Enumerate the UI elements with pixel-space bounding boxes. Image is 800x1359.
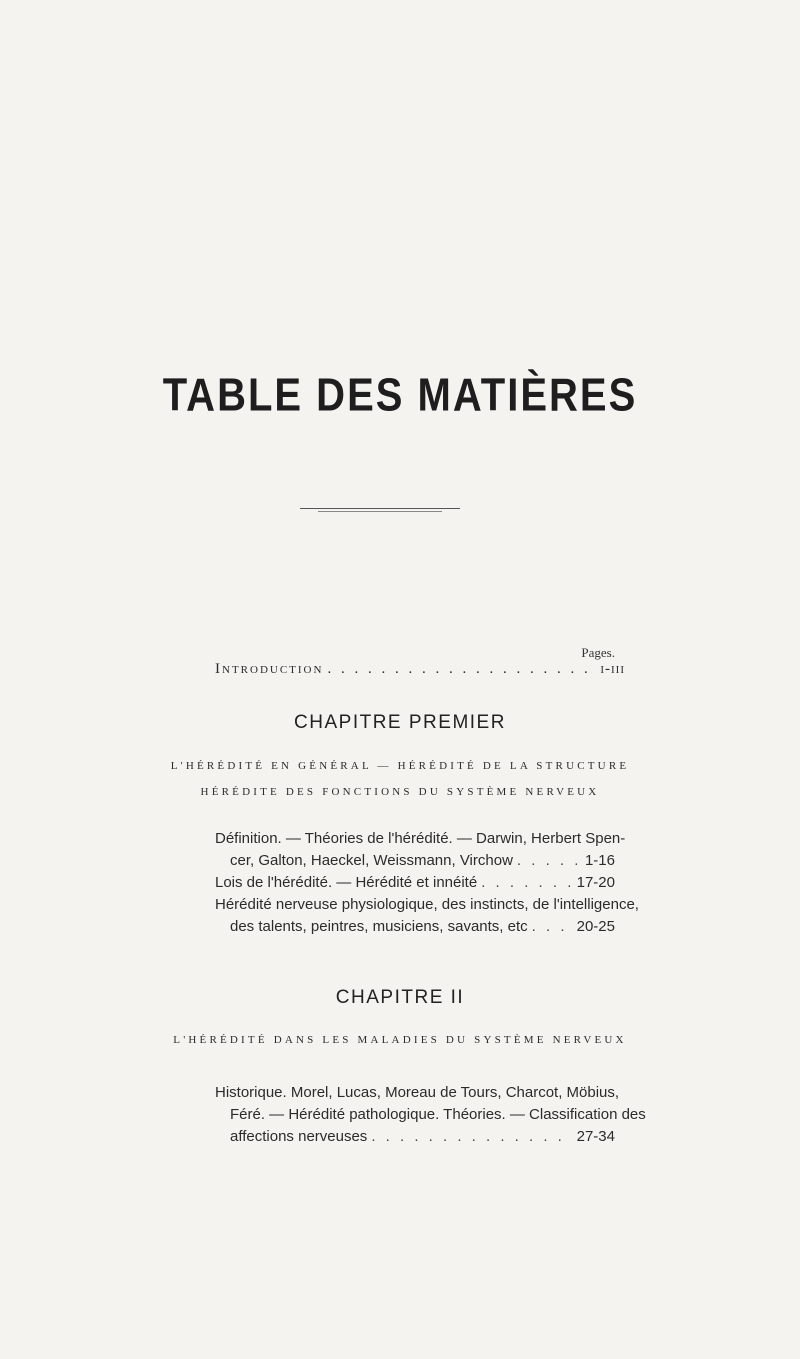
page-title: TABLE DES MATIÈRES <box>162 370 638 421</box>
toc-entry-line <box>230 1126 615 1148</box>
toc-entry-text: Définition. — Théories de l'hérédité. — Darwin, Herbert Spen- <box>215 830 626 847</box>
toc-entry-line <box>230 916 615 938</box>
toc-entry-line <box>215 1082 620 1104</box>
dot-leader <box>532 916 573 938</box>
chapter-2-subtitle-line-1: L'HÉRÉDITÉ DANS LES MALADIES DU SYSTÈME NERVEUX <box>173 1034 627 1046</box>
toc-entry-label: Introduction <box>215 661 324 677</box>
toc-entry-line <box>215 894 639 916</box>
toc-entry-line <box>215 872 615 894</box>
toc-entry-pages: 17-20 <box>576 874 615 891</box>
toc-entry-text: Hérédité nerveuse physiologique, des instincts, de l'intelligence, <box>215 896 639 913</box>
chapter-1-subtitle-line-2: HÉRÉDITE DES FONCTIONS DU SYSTÈME NERVEUX <box>200 786 600 798</box>
chapter-1-subtitle-line-1: L'HÉRÉDITÉ EN GÉNÉRAL — HÉRÉDITÉ DE LA STRUCTURE <box>170 760 630 772</box>
toc-entry-text: Lois de l'hérédité. — Hérédité et innéité <box>215 874 478 891</box>
dot-leader <box>481 872 572 894</box>
toc-entry-line <box>215 828 626 850</box>
toc-entry-text: affections nerveuses <box>230 1128 368 1145</box>
toc-entry-pages: 1-16 <box>584 852 615 869</box>
title-divider <box>300 508 460 509</box>
toc-entry-line <box>230 850 615 872</box>
toc-entry-text: Féré. — Hérédité pathologique. Théories. — Classification des <box>230 1106 646 1123</box>
dot-leader <box>327 661 596 678</box>
toc-entry-pages: 20-25 <box>576 918 615 935</box>
toc-entry-text: des talents, peintres, musiciens, savants, etc <box>230 918 528 935</box>
chapter-1-heading: CHAPITRE PREMIER <box>294 712 506 733</box>
title-divider-thin <box>318 511 442 512</box>
toc-entry-text: cer, Galton, Haeckel, Weissmann, Virchow <box>230 852 513 869</box>
pages-column-header: Pages. <box>581 645 615 660</box>
dot-leader <box>371 1126 572 1148</box>
chapter-2-heading: CHAPITRE II <box>335 987 465 1008</box>
toc-entry-introduction <box>215 661 625 678</box>
toc-entry-pages: 27-34 <box>576 1128 615 1145</box>
dot-leader <box>517 850 577 872</box>
toc-entry-line <box>230 1104 646 1126</box>
toc-entry-text: Historique. Morel, Lucas, Moreau de Tours, Charcot, Möbius, <box>215 1084 620 1101</box>
toc-entry-pages: i-iii <box>600 661 625 677</box>
